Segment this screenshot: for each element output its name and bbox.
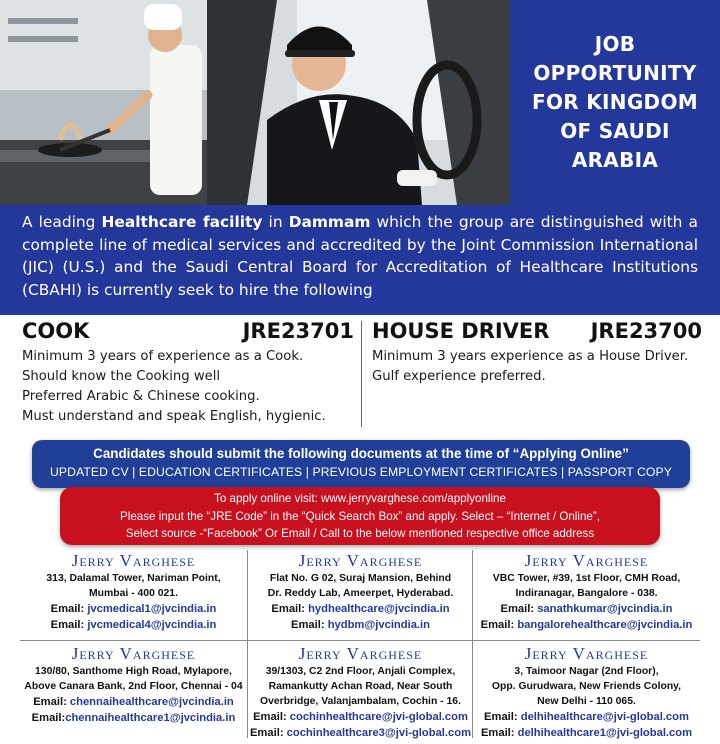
office-address-line: Indiranagar, Bangalore - 038. bbox=[515, 588, 658, 599]
email-label: Email: bbox=[50, 619, 88, 631]
requirement-line: Gulf experience preferred. bbox=[372, 369, 546, 384]
office-delhi bbox=[473, 644, 700, 740]
office-brand: Jerry Varghese bbox=[298, 551, 423, 570]
driver-illustration bbox=[207, 0, 510, 205]
office-address-line: VBC Tower, #39, 1st Floor, CMH Road, bbox=[492, 573, 681, 584]
page-title bbox=[532, 30, 698, 175]
job-opportunity-box bbox=[510, 0, 720, 205]
office-address-line: Above Canara Bank, 2nd Floor, Chennai - 04 bbox=[24, 681, 243, 692]
intro-text: A leading bbox=[22, 213, 102, 231]
email-label: Email: bbox=[50, 603, 88, 615]
office-address-line: 313, Dalamal Tower, Nariman Point, bbox=[46, 573, 221, 584]
office-email bbox=[247, 725, 474, 741]
office-brand: Jerry Varghese bbox=[71, 551, 196, 570]
office-email bbox=[20, 601, 247, 617]
office-brand: Jerry Varghese bbox=[71, 644, 196, 663]
intro-text: in bbox=[262, 213, 289, 231]
position-header bbox=[372, 319, 702, 347]
email-label: Email: bbox=[249, 727, 287, 739]
position-title: COOK bbox=[22, 319, 90, 343]
email-label: Email: bbox=[31, 712, 66, 724]
office-brand: Jerry Varghese bbox=[298, 644, 423, 663]
title-line: ARABIA bbox=[571, 148, 659, 172]
positions-section bbox=[0, 315, 720, 435]
requirement-line: Preferred Arabic & Chinese cooking. bbox=[22, 389, 260, 404]
apply-banner bbox=[60, 487, 660, 545]
email-label: Email: bbox=[271, 603, 309, 615]
position-house-driver bbox=[372, 319, 702, 387]
office-brand: Jerry Varghese bbox=[524, 551, 649, 570]
email-label: Email: bbox=[33, 696, 70, 708]
office-email bbox=[473, 617, 700, 633]
driver-photo bbox=[207, 0, 510, 205]
intro-paragraph bbox=[22, 211, 698, 301]
email-link[interactable]: delhihealthcare@jvi-global.com bbox=[520, 711, 689, 723]
intro-text: which the group are distinguished with a complete line of medical services and accredited by the Joint Commission International (JIC) (U.S.) and the Saudi Central Board for Accreditation of Healthcare Institutions (CBAHI) is currently seek to hire the following bbox=[22, 213, 698, 299]
email-label: Email: bbox=[480, 619, 518, 631]
requirement-line: Minimum 3 years of experience as a Cook. bbox=[22, 349, 304, 364]
office-address-line: Mumbai - 400 021. bbox=[89, 588, 178, 599]
documents-list: UPDATED CV | EDUCATION CERTIFICATES | PREVIOUS EMPLOYMENT CERTIFICATES | PASSPORT COPY bbox=[50, 465, 672, 479]
office-email bbox=[247, 709, 474, 725]
office-email bbox=[20, 710, 247, 726]
documents-title: Candidates should submit the following documents at the time of “Applying Online” bbox=[93, 446, 629, 461]
email-link[interactable]: bangalorehealthcare@jvcindia.in bbox=[517, 619, 693, 631]
office-email bbox=[473, 709, 700, 725]
email-link[interactable]: sanathkumar@jvcindia.in bbox=[537, 603, 673, 615]
office-cochin bbox=[247, 644, 474, 740]
office-chennai bbox=[20, 644, 247, 740]
office-hyderabad bbox=[247, 551, 474, 647]
email-label: Email: bbox=[253, 711, 290, 723]
office-email bbox=[20, 617, 247, 633]
cook-illustration bbox=[0, 0, 207, 205]
title-line: OF SAUDI bbox=[560, 119, 670, 143]
apply-instruction-line: Select source -“Facebook” Or Email / Call to the below mentioned respective office address bbox=[125, 527, 595, 540]
title-line: OPPORTUNITY bbox=[533, 61, 697, 85]
office-email bbox=[247, 617, 474, 633]
position-divider bbox=[361, 321, 362, 427]
email-label: Email: bbox=[500, 603, 538, 615]
office-address-line: Dr. Reddy Lab, Ameerpet, Hyderabad. bbox=[267, 588, 454, 599]
cook-photo bbox=[0, 0, 207, 205]
office-mumbai bbox=[20, 551, 247, 647]
email-link[interactable]: jvcmedical1@jvcindia.in bbox=[87, 603, 217, 615]
position-title: HOUSE DRIVER bbox=[372, 319, 550, 343]
email-link[interactable]: cochinhealthcare@jvi-global.com bbox=[289, 711, 468, 723]
requirement-line: Should know the Cooking well bbox=[22, 369, 221, 384]
email-label: Email: bbox=[480, 727, 518, 739]
apply-instruction-line: Please input the “JRE Code” in the “Quick Search Box” and apply. Select – “Internet / Online”, bbox=[120, 509, 600, 523]
office-address-line: New Delhi - 110 065. bbox=[537, 696, 636, 707]
office-address-line: 39/1303, C2 2nd Floor, Anjali Complex, bbox=[265, 666, 456, 677]
offices-grid bbox=[20, 548, 700, 740]
email-link[interactable]: hydhealthcare@jvcindia.in bbox=[308, 603, 450, 615]
position-cook bbox=[22, 319, 354, 427]
header-banner bbox=[0, 0, 720, 205]
email-link[interactable]: cochinhealthcare3@jvi-global.com bbox=[286, 727, 472, 739]
email-link[interactable]: chennaihealthcare1@jvcindia.in bbox=[65, 712, 236, 724]
office-email bbox=[473, 725, 700, 741]
email-link[interactable]: jvcmedical4@jvcindia.in bbox=[87, 619, 217, 631]
position-code: JRE23701 bbox=[242, 319, 354, 343]
email-label: Email: bbox=[484, 711, 521, 723]
title-line: JOB bbox=[594, 32, 636, 56]
intro-highlight: Dammam bbox=[288, 213, 371, 231]
office-email bbox=[473, 601, 700, 617]
office-email bbox=[247, 601, 474, 617]
apply-link-line[interactable]: To apply online visit: www.jerryvarghese.com/applyonline bbox=[214, 492, 506, 505]
email-link[interactable]: delhihealthcare1@jvi-global.com bbox=[517, 727, 693, 739]
requirement-line: Must understand and speak English, hygienic. bbox=[22, 409, 326, 424]
office-address-line: Flat No. G 02, Suraj Mansion, Behind bbox=[269, 573, 452, 584]
email-link[interactable]: chennaihealthcare@jvcindia.in bbox=[69, 696, 234, 708]
position-code: JRE23700 bbox=[590, 319, 702, 343]
position-header bbox=[22, 319, 354, 347]
email-label: Email: bbox=[291, 619, 328, 631]
documents-banner bbox=[32, 440, 690, 488]
intro-section bbox=[0, 205, 720, 315]
office-address-line: Overbridge, Valanjambalam, Cochin - 16. bbox=[260, 696, 461, 707]
office-address-line: 3, Taimoor Nagar (2nd Floor), bbox=[514, 666, 659, 677]
office-address-line: Opp. Gurudwara, New Friends Colony, bbox=[491, 681, 682, 692]
office-brand: Jerry Varghese bbox=[524, 644, 649, 663]
office-address-line: Ramankutty Achan Road, Near South bbox=[268, 681, 453, 692]
email-link[interactable]: hydbm@jvcindia.in bbox=[327, 619, 430, 631]
requirement-line: Minimum 3 years experience as a House Driver. bbox=[372, 349, 689, 364]
office-address-line: 130/80, Santhome High Road, Mylapore, bbox=[35, 666, 232, 677]
title-line: FOR KINGDOM bbox=[532, 90, 698, 114]
intro-highlight: Healthcare facility bbox=[101, 213, 263, 231]
office-bangalore bbox=[473, 551, 700, 647]
office-email bbox=[20, 694, 247, 710]
